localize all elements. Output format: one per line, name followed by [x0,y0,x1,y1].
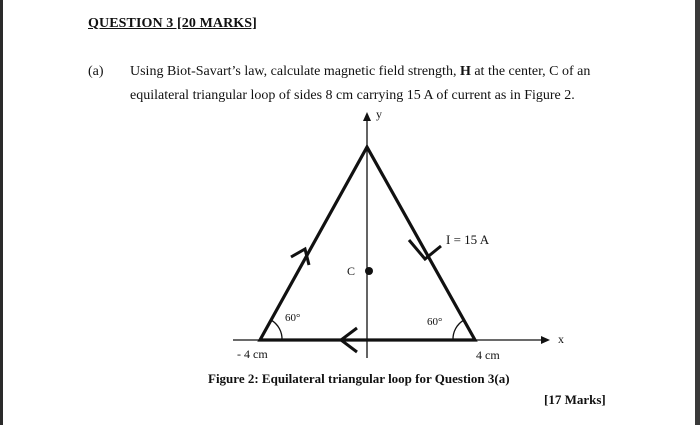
y-axis-label: y [376,107,382,121]
y-axis-arrowhead [363,112,371,121]
question-text-line-2: equilateral triangular loop of sides 8 cm carrying 15 A of current as in Figure 2. [130,88,575,103]
x-axis-arrowhead [541,336,550,344]
marks-label: [17 Marks] [544,392,606,407]
question-part-label: (a) [88,64,104,79]
question-heading: QUESTION 3 [20 MARKS] [88,16,257,31]
angle-label-right: 60° [427,316,443,328]
center-label: C [347,264,356,278]
center-point [365,267,373,275]
angle-arc-right [453,320,464,340]
x-axis-label: x [558,332,564,346]
x-right-label: 4 cm [476,348,500,362]
angle-label-left: 60° [285,312,301,324]
angle-arc-left [271,320,282,340]
figure-caption: Figure 2: Equilateral triangular loop for Question 3(a) [208,371,510,386]
x-left-label: - 4 cm [237,347,268,361]
question-line-1-start: Using Biot-Savart’s law, calculate magnetic field strength, [130,64,460,79]
current-label: I = 15 A [446,232,490,247]
question-line-1-end: at the center, C of an [470,64,591,79]
question-line-1-bold: H [459,64,471,79]
current-arrow-left-side [291,249,309,265]
